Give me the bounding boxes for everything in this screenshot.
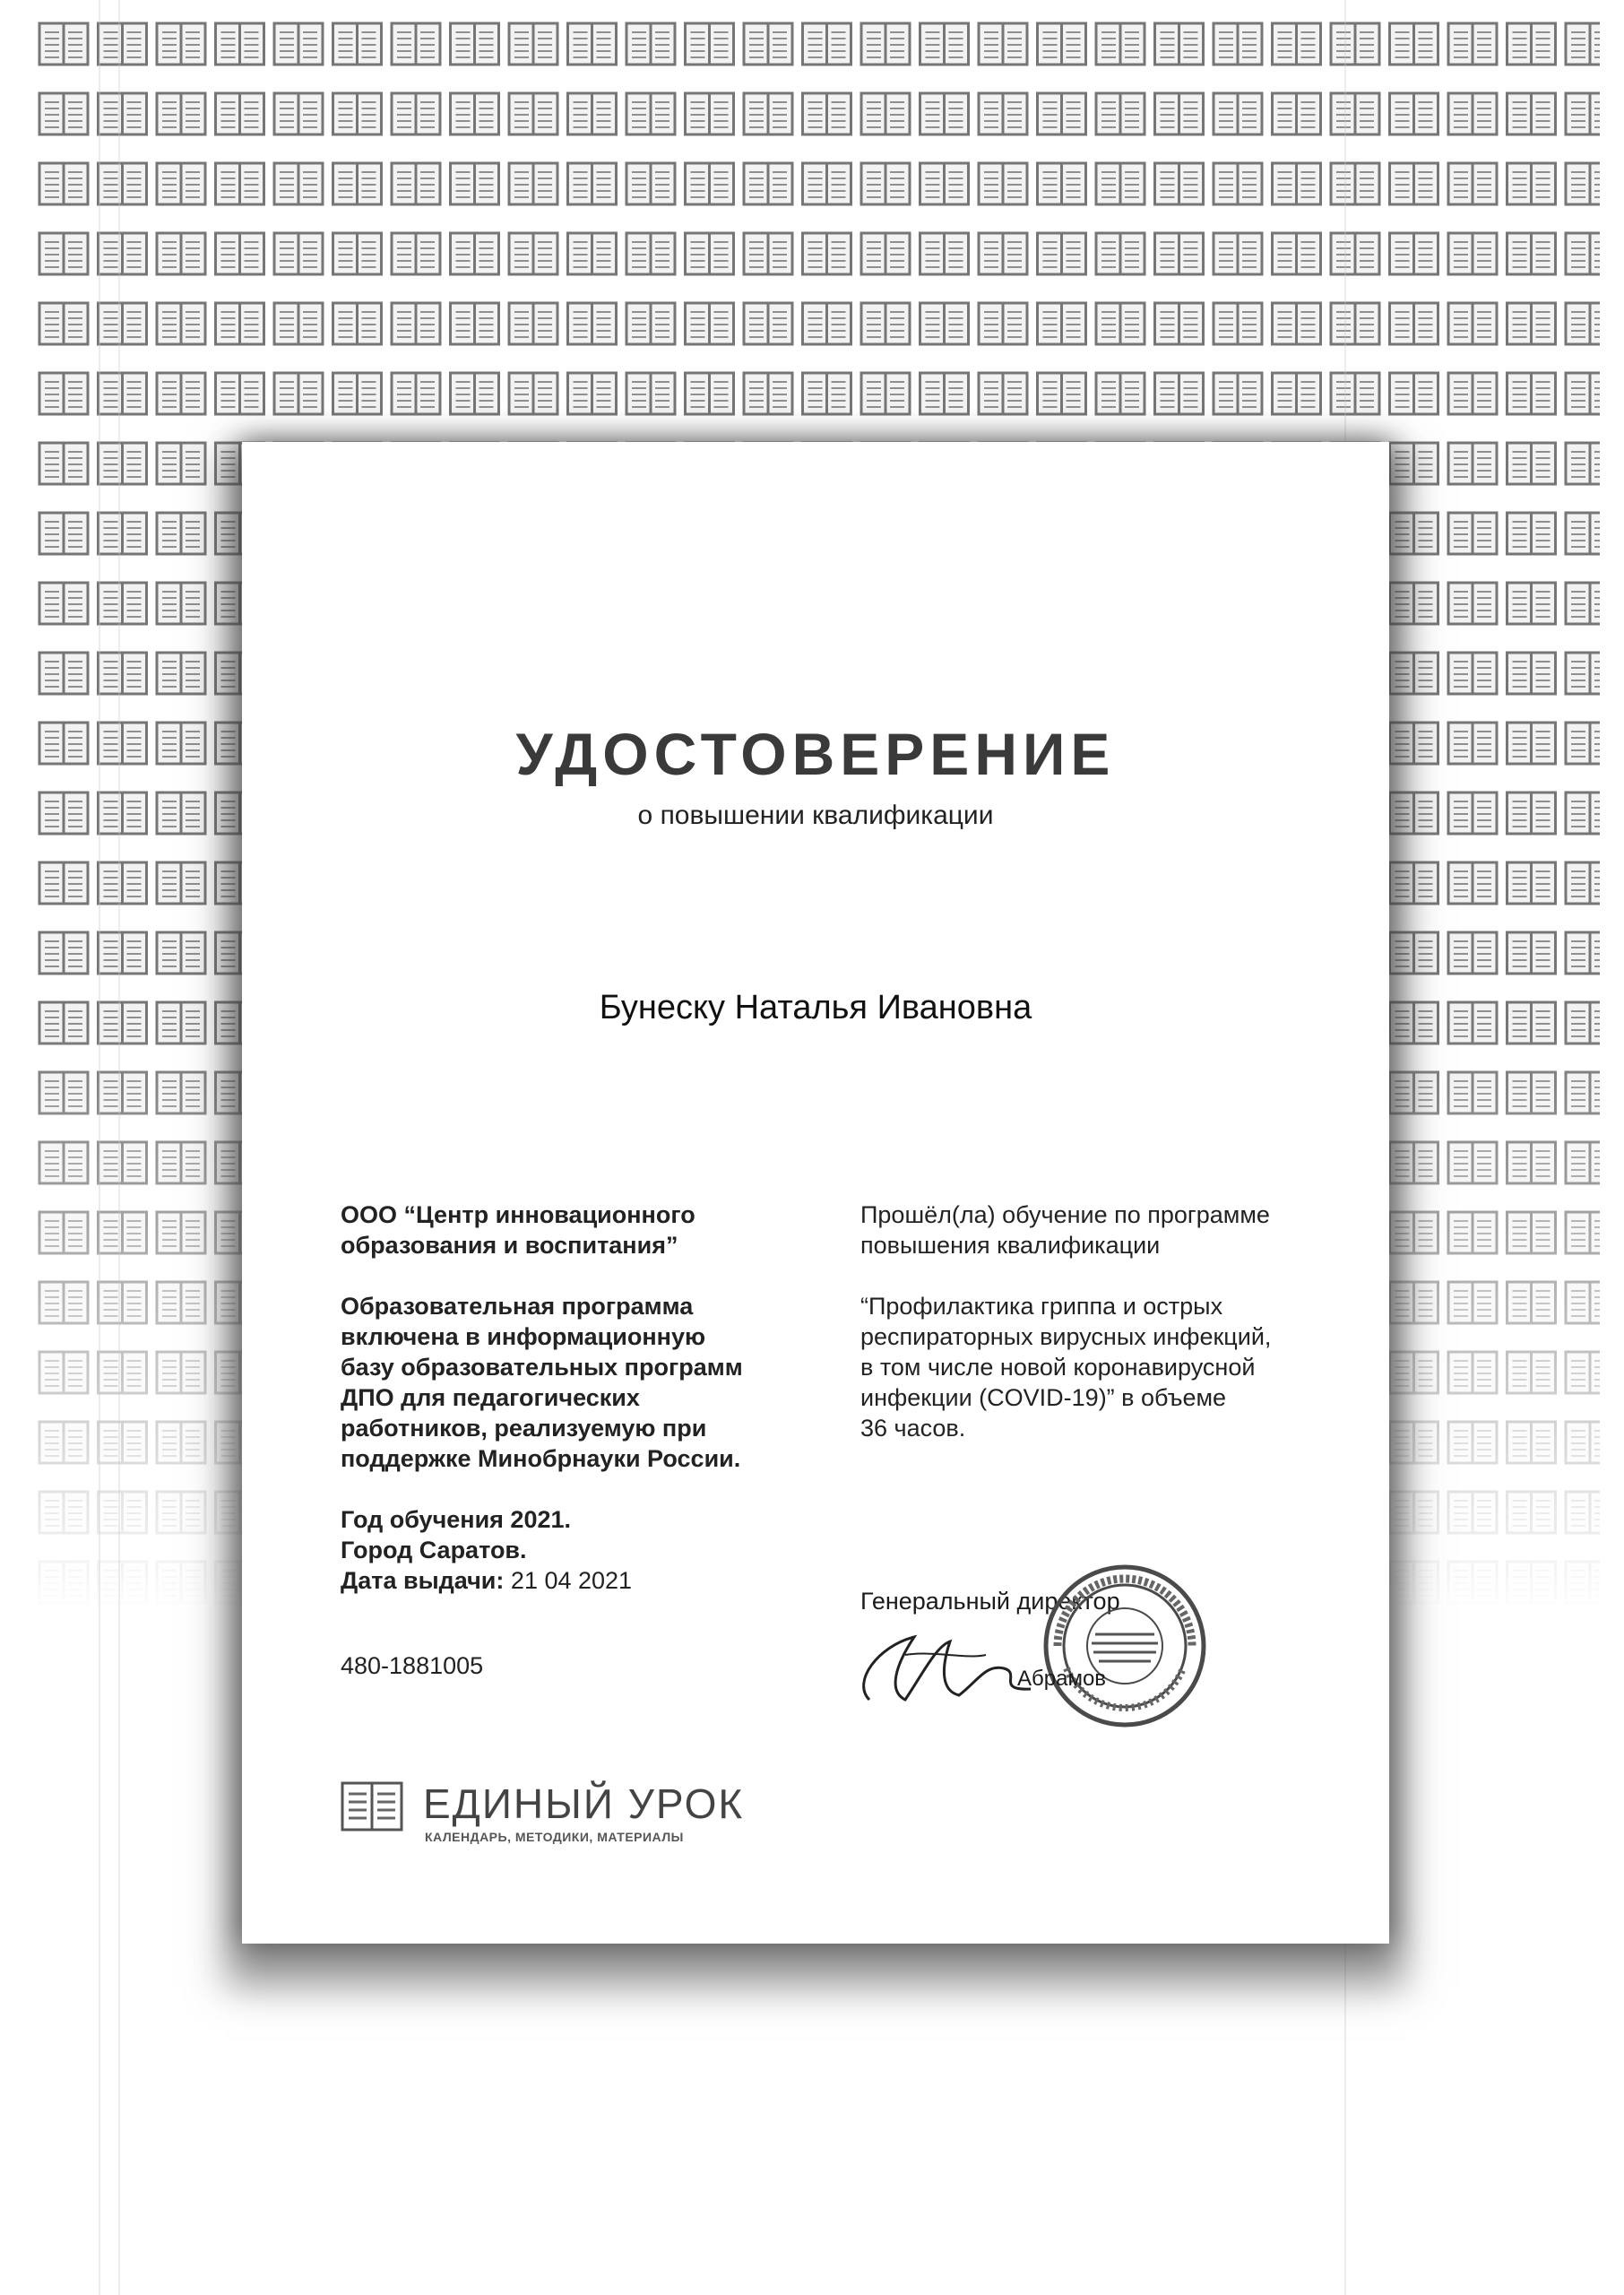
certificate-title: УДОСТОВЕРЕНИЕ	[515, 721, 1116, 787]
issue-date: 21 04 2021	[510, 1567, 633, 1594]
open-book-icon	[341, 1781, 403, 1832]
completion-text: Прошёл(ла) обучение по программе повышения квалификации	[860, 1201, 1270, 1259]
study-year: Год обучения 2021.	[341, 1506, 571, 1533]
program-text: “Профилактика гриппа и острых респираторных вирусных инфекций, в том числе новой коронавирусной инфекции (COVID-19)” в объеме 36 часов.	[860, 1293, 1272, 1442]
director-name: Абрамов	[1017, 1667, 1107, 1691]
signature-block	[860, 1588, 1362, 1749]
city: Город Саратов.	[341, 1537, 527, 1563]
logo-tagline: КАЛЕНДАРЬ, МЕТОДИКИ, МАТЕРИАЛЫ	[425, 1830, 684, 1844]
director-title: Генеральный директор	[860, 1588, 1120, 1615]
edinyi-urok-logo	[341, 1778, 968, 1849]
issue-date-line	[341, 1565, 842, 1596]
round-stamp	[1040, 1561, 1210, 1731]
certificate-number: 480-1881005	[341, 1652, 484, 1679]
issue-date-label: Дата выдачи:	[341, 1567, 505, 1594]
organization-name: ООО “Центр инновационного образования и воспитания”	[341, 1201, 695, 1259]
certificate-card	[242, 442, 1389, 1944]
left-column	[341, 1199, 842, 1596]
right-column	[860, 1199, 1362, 1474]
certificate-subtitle: о повышении квалификации	[637, 801, 994, 830]
scan-streak	[99, 0, 100, 2295]
program-note: Образовательная программа включена в информационную базу образовательных программ ДПО для педагогических работников, реализуемую при поддержке Минобрнауки России.	[341, 1293, 743, 1472]
logo-name: ЕДИНЫЙ УРОК	[423, 1780, 745, 1827]
scan-streak	[118, 0, 120, 2295]
recipient-name: Бунеску Наталья Ивановна	[599, 989, 1032, 1026]
